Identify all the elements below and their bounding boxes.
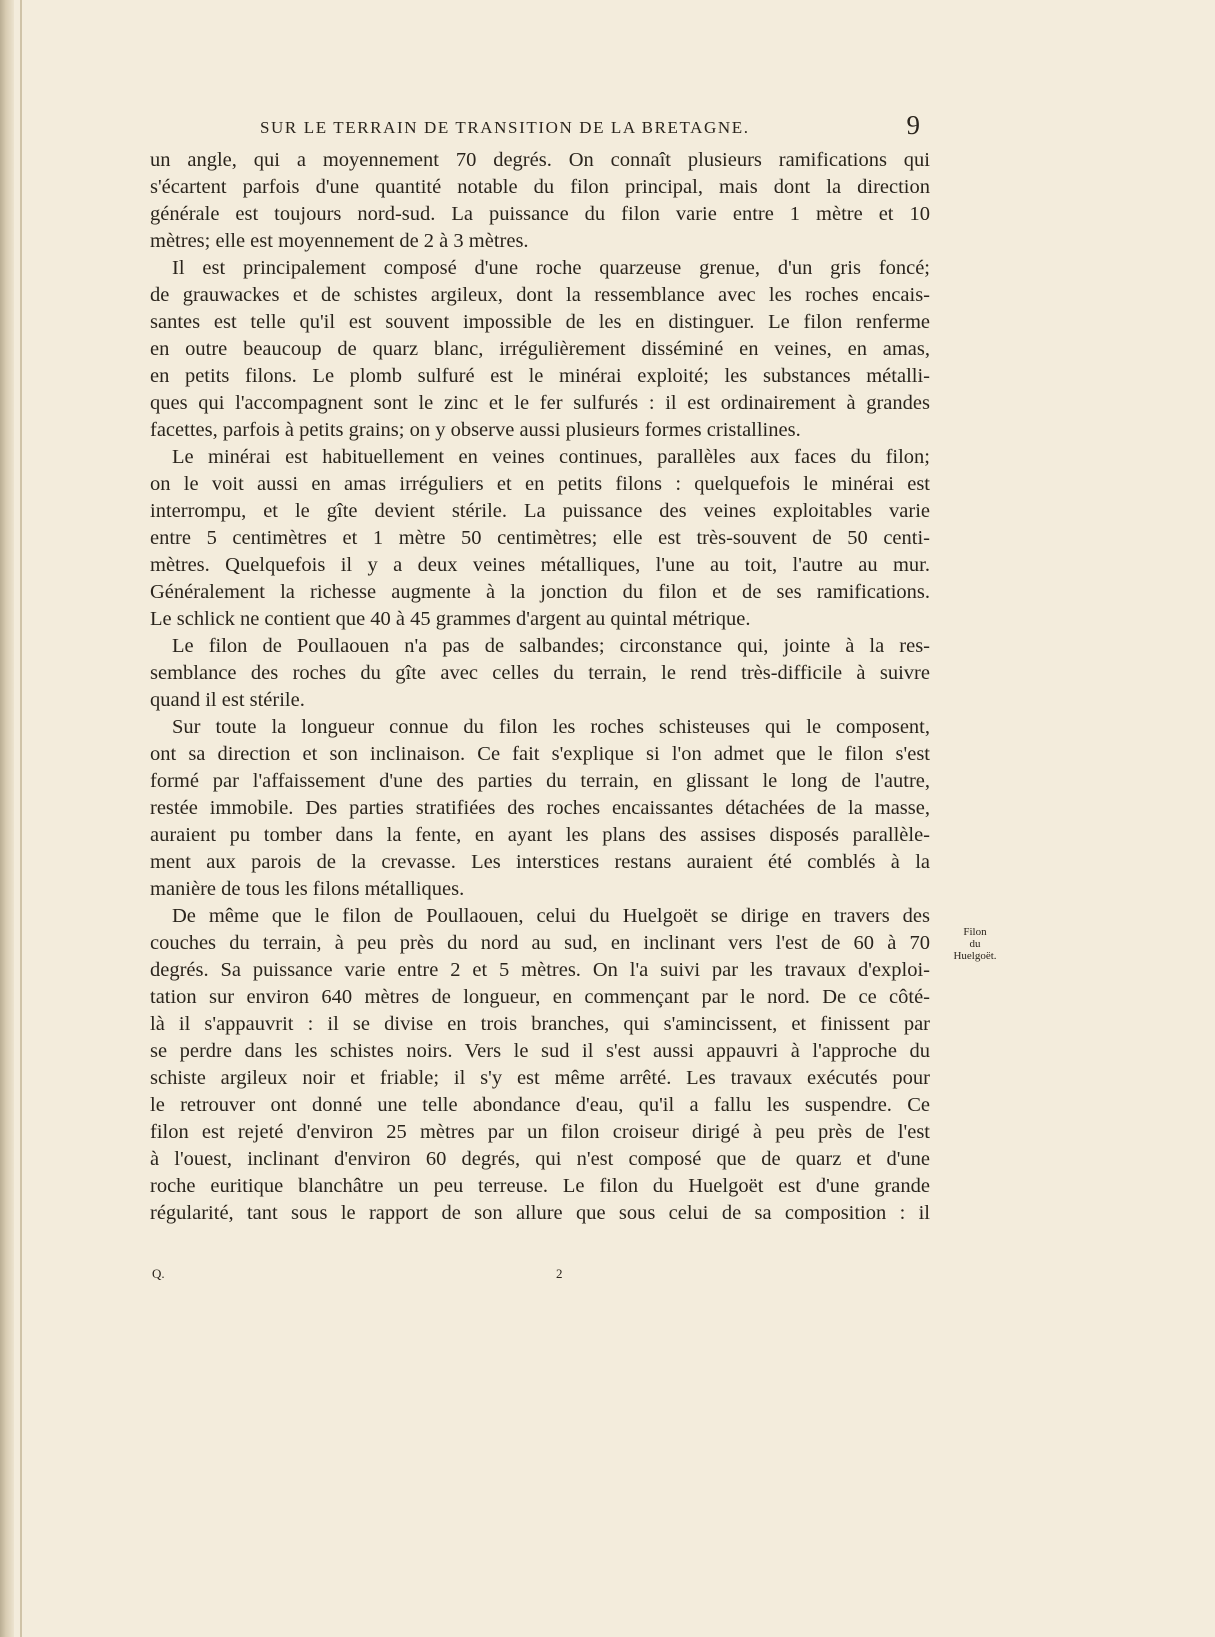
text-line: régularité, tant sous le rapport de son allure que sous celui de sa composition : il bbox=[150, 1202, 930, 1224]
text-line: quand il est stérile. bbox=[150, 689, 305, 711]
text-line: interrompu, et le gîte devient stérile. La puissance des veines exploitables varie bbox=[150, 500, 930, 522]
text-line: mètres. Quelquefois il y a deux veines métalliques, l'une au toit, l'autre au mur. bbox=[150, 554, 930, 576]
text-line: ment aux parois de la crevasse. Les interstices restans auraient été comblés à la bbox=[150, 851, 930, 873]
text-line: s'écartent parfois d'une quantité notable du filon principal, mais dont la direction bbox=[150, 176, 930, 198]
text-line: de grauwackes et de schistes argileux, dont la ressemblance avec les roches encais- bbox=[150, 284, 930, 306]
text-line: De même que le filon de Poullaouen, celui du Huelgoët se dirige en travers des bbox=[172, 905, 930, 927]
text-line: Il est principalement composé d'une roche quarzeuse grenue, d'un gris foncé; bbox=[172, 257, 930, 279]
margin-note-line: Huelgoët. bbox=[953, 950, 997, 962]
text-line: manière de tous les filons métalliques. bbox=[150, 878, 465, 900]
text-line: ques qui l'accompagnent sont le zinc et le fer sulfurés : il est ordinairement à grandes bbox=[150, 392, 930, 414]
text-line: entre 5 centimètres et 1 mètre 50 centimètres; elle est très-souvent de 50 centi- bbox=[150, 527, 930, 549]
text-line: Le schlick ne contient que 40 à 45 grammes d'argent au quintal métrique. bbox=[150, 608, 751, 630]
margin-note-line: du bbox=[969, 938, 981, 950]
text-line: roche euritique blanchâtre un peu terreuse. Le filon du Huelgoët est d'une grande bbox=[150, 1175, 930, 1197]
page-binding-edge bbox=[0, 0, 14, 1637]
text-line: ont sa direction et son inclinaison. Ce fait s'explique si l'on admet que le filon s'est bbox=[150, 743, 930, 765]
printer-signature bbox=[150, 1266, 930, 1286]
text-line: Généralement la richesse augmente à la jonction du filon et de ses ramifications. bbox=[150, 581, 930, 603]
text-line: filon est rejeté d'environ 25 mètres par un filon croiseur dirigé à peu près de l'est bbox=[150, 1121, 930, 1143]
text-line: facettes, parfois à petits grains; on y observe aussi plusieurs formes cristallines. bbox=[150, 419, 801, 441]
text-line: on le voit aussi en amas irréguliers et en petits filons : quelquefois le minérai est bbox=[150, 473, 930, 495]
text-line: Le minérai est habituellement en veines continues, parallèles aux faces du filon; bbox=[172, 446, 930, 468]
running-head bbox=[140, 110, 920, 146]
running-title: SUR LE TERRAIN DE TRANSITION DE LA BRETAGNE. bbox=[260, 118, 750, 137]
text-line: schiste argileux noir et friable; il s'y est même arrêté. Les travaux exécutés pour bbox=[150, 1067, 930, 1089]
text-line: se perdre dans les schistes noirs. Vers le sud il s'est aussi appauvri à l'approche du bbox=[150, 1040, 930, 1062]
page-number: 9 bbox=[906, 110, 920, 140]
text-line: restée immobile. Des parties stratifiées des roches encaissantes détachées de la masse, bbox=[150, 797, 930, 819]
text-line: santes est telle qu'il est souvent impossible de les en distinguer. Le filon renferme bbox=[150, 311, 930, 333]
margin-note bbox=[945, 926, 1005, 962]
text-line: couches du terrain, à peu près du nord au sud, en inclinant vers l'est de 60 à 70 bbox=[150, 932, 930, 954]
text-line: tation sur environ 640 mètres de longueur, en commençant par le nord. De ce côté- bbox=[150, 986, 930, 1008]
signature-letter: Q. bbox=[152, 1266, 165, 1281]
text-line: mètres; elle est moyennement de 2 à 3 mètres. bbox=[150, 230, 529, 252]
text-line: Le filon de Poullaouen n'a pas de salbandes; circonstance qui, jointe à la res- bbox=[172, 635, 930, 657]
text-line: en petits filons. Le plomb sulfuré est le minérai exploité; les substances métalli- bbox=[150, 365, 930, 387]
margin-note-line: Filon bbox=[963, 926, 987, 938]
page-binding-line bbox=[20, 0, 22, 1637]
text-line: le retrouver ont donné une telle abondance d'eau, qu'il a fallu les suspendre. Ce bbox=[150, 1094, 930, 1116]
text-line: en outre beaucoup de quarz blanc, irrégulièrement disséminé en veines, en amas, bbox=[150, 338, 930, 360]
text-line: un angle, qui a moyennement 70 degrés. On connaît plusieurs ramifications qui bbox=[150, 149, 930, 171]
text-line: là il s'appauvrit : il se divise en trois branches, qui s'amincissent, et finissent par bbox=[150, 1013, 930, 1035]
text-line: à l'ouest, inclinant d'environ 60 degrés, qui n'est composé que de quarz et d'une bbox=[150, 1148, 930, 1170]
text-line: auraient pu tomber dans la fente, en ayant les plans des assises disposés parallèle- bbox=[150, 824, 930, 846]
text-line: générale est toujours nord-sud. La puissance du filon varie entre 1 mètre et 10 bbox=[150, 203, 930, 225]
text-line: degrés. Sa puissance varie entre 2 et 5 mètres. On l'a suivi par les travaux d'exploi- bbox=[150, 959, 930, 981]
text-line: formé par l'affaissement d'une des parties du terrain, en glissant le long de l'autre, bbox=[150, 770, 930, 792]
signature-number: 2 bbox=[556, 1266, 563, 1281]
text-line: semblance des roches du gîte avec celles du terrain, le rend très-difficile à suivre bbox=[150, 662, 930, 684]
body-text bbox=[150, 147, 930, 1227]
text-line: Sur toute la longueur connue du filon les roches schisteuses qui le composent, bbox=[172, 716, 930, 738]
